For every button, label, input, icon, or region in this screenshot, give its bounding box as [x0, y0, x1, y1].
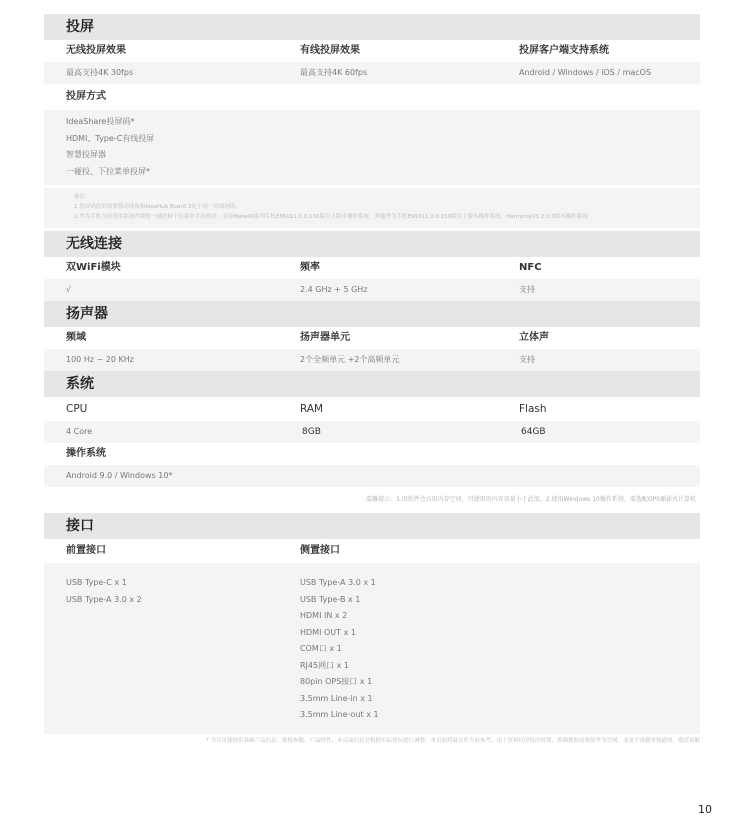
- projection-method-item: 一碰投、下拉菜单投屏*: [66, 166, 150, 176]
- projection-value-row: [44, 62, 700, 84]
- spec-page: [44, 14, 700, 734]
- projection-method-list: [44, 110, 700, 185]
- ports-list: [44, 563, 700, 734]
- system-header-flash: Flash: [519, 403, 547, 415]
- speaker-header-units: 扬声器单元: [300, 332, 350, 343]
- port-item: USB Type-A 3.0 x 1: [300, 578, 376, 587]
- projection-note-label: 备注:: [74, 194, 87, 200]
- wireless-value-row: [44, 279, 700, 301]
- projection-header-wireless: 无线投屏效果: [66, 45, 126, 56]
- section-title-projection: 投屏: [44, 14, 700, 40]
- ports-header-side: 侧置接口: [300, 545, 340, 556]
- system-value-flash: 64GB: [521, 427, 546, 437]
- projection-method-item: 智慧投屏器: [66, 150, 106, 159]
- ports-header-front: 前置接口: [66, 545, 106, 556]
- projection-method-item: HDMI、Type-C有线投屏: [66, 133, 155, 143]
- port-item: RJ45网口 x 1: [300, 660, 350, 670]
- section-title-system: 系统: [44, 371, 700, 397]
- wireless-header-wifi: 双WiFi模块: [66, 262, 121, 273]
- projection-method-item: IdeaShare投屏码*: [66, 117, 135, 126]
- system-os-title: 操作系统: [66, 448, 106, 459]
- port-item: USB Type-C x 1: [66, 578, 127, 587]
- projection-header-wired: 有线投屏效果: [300, 45, 360, 56]
- projection-note-2: 2.华为手机支持使用系统内置的一碰投和下拉菜单手动投屏。支持Mate40系列手机EMUI11.0.0.130版以上版本操作系统，其他华为手机EMUI11.0.0.150版以上版本操作系统，HarmonyOS 2.0.0版本操作系统: [74, 214, 588, 220]
- speaker-header-row: [44, 327, 700, 349]
- disclaimer: * 为尽可能提供准确产品信息、规格参数、产品特性，本页面信息会根据实际情况进行调整，本页面将最仅作当前参考，由于资料打印较次时期，准确数据请参阅华为官网，变更不再做单独通知，敬请谅解: [205, 738, 700, 744]
- projection-value-client: Android / Windows / iOS / macOS: [519, 68, 652, 77]
- port-item: 3.5mm Line-in x 1: [300, 693, 373, 703]
- port-item: USB Type-A 3.0 x 2: [66, 594, 142, 604]
- wireless-value-wifi: √: [66, 285, 72, 294]
- system-os-header-row: [44, 443, 700, 465]
- system-value-row: [44, 421, 700, 443]
- ports-side-list: [277, 575, 577, 724]
- port-item: COM口 x 1: [300, 644, 342, 653]
- wireless-value-frequency: 2.4 GHz + 5 GHz: [300, 285, 368, 294]
- system-value-cpu: 4 Core: [66, 427, 93, 436]
- page-number: 10: [698, 803, 712, 816]
- speaker-value-stereo: 支持: [519, 355, 535, 364]
- system-value-ram: 8GB: [302, 427, 321, 437]
- section-title-wireless: 无线连接: [44, 231, 700, 257]
- projection-value-wireless: 最高支持4K 30fps: [66, 68, 134, 77]
- projection-header-client: 投屏客户端支持系统: [519, 45, 609, 56]
- system-header-ram: RAM: [300, 403, 324, 415]
- system-header-cpu: CPU: [66, 403, 88, 415]
- speaker-value-units: 2个全频单元 +2个高频单元: [300, 355, 400, 364]
- speaker-header-stereo: 立体声: [519, 332, 549, 343]
- port-item: 3.5mm Line-out x 1: [300, 710, 379, 719]
- ports-front-list: [44, 575, 277, 724]
- section-title-speaker: 扬声器: [44, 301, 700, 327]
- projection-note-1: 1.投屏码投屏需要移动设备和IdeaHub Board 2处于同一局域网络。: [74, 204, 241, 210]
- wireless-header-frequency: 频率: [300, 262, 320, 273]
- wireless-header-nfc: NFC: [519, 262, 542, 273]
- speaker-header-range: 频域: [66, 332, 86, 343]
- projection-header-row: [44, 40, 700, 62]
- port-item: HDMI IN x 2: [300, 611, 348, 620]
- projection-method-header: [44, 84, 700, 110]
- system-os-value-row: [44, 465, 700, 487]
- speaker-value-range: 100 Hz ~ 20 KHz: [66, 355, 134, 364]
- projection-notes: [44, 188, 700, 228]
- wireless-header-row: [44, 257, 700, 279]
- port-item: 80pin OPS接口 x 1: [300, 677, 373, 686]
- speaker-value-row: [44, 349, 700, 371]
- port-item: USB Type-B x 1: [300, 594, 361, 604]
- projection-value-wired: 最高支持4K 60fps: [300, 68, 368, 77]
- port-item: HDMI OUT x 1: [300, 627, 356, 637]
- projection-method-title: 投屏方式: [66, 91, 106, 102]
- system-header-row: [44, 397, 700, 421]
- section-title-ports: 接口: [44, 513, 700, 539]
- ports-header-row: [44, 539, 700, 563]
- wireless-value-nfc: 支持: [519, 285, 535, 294]
- system-warning: 温馨提示：1.因软件会占用内存空间，可使用的内存容量小于此值。2.使用Windows 10操作系统，需选配OPS插拔式计算机: [366, 496, 696, 503]
- system-os-value: Android 9.0 / Windows 10*: [66, 471, 173, 480]
